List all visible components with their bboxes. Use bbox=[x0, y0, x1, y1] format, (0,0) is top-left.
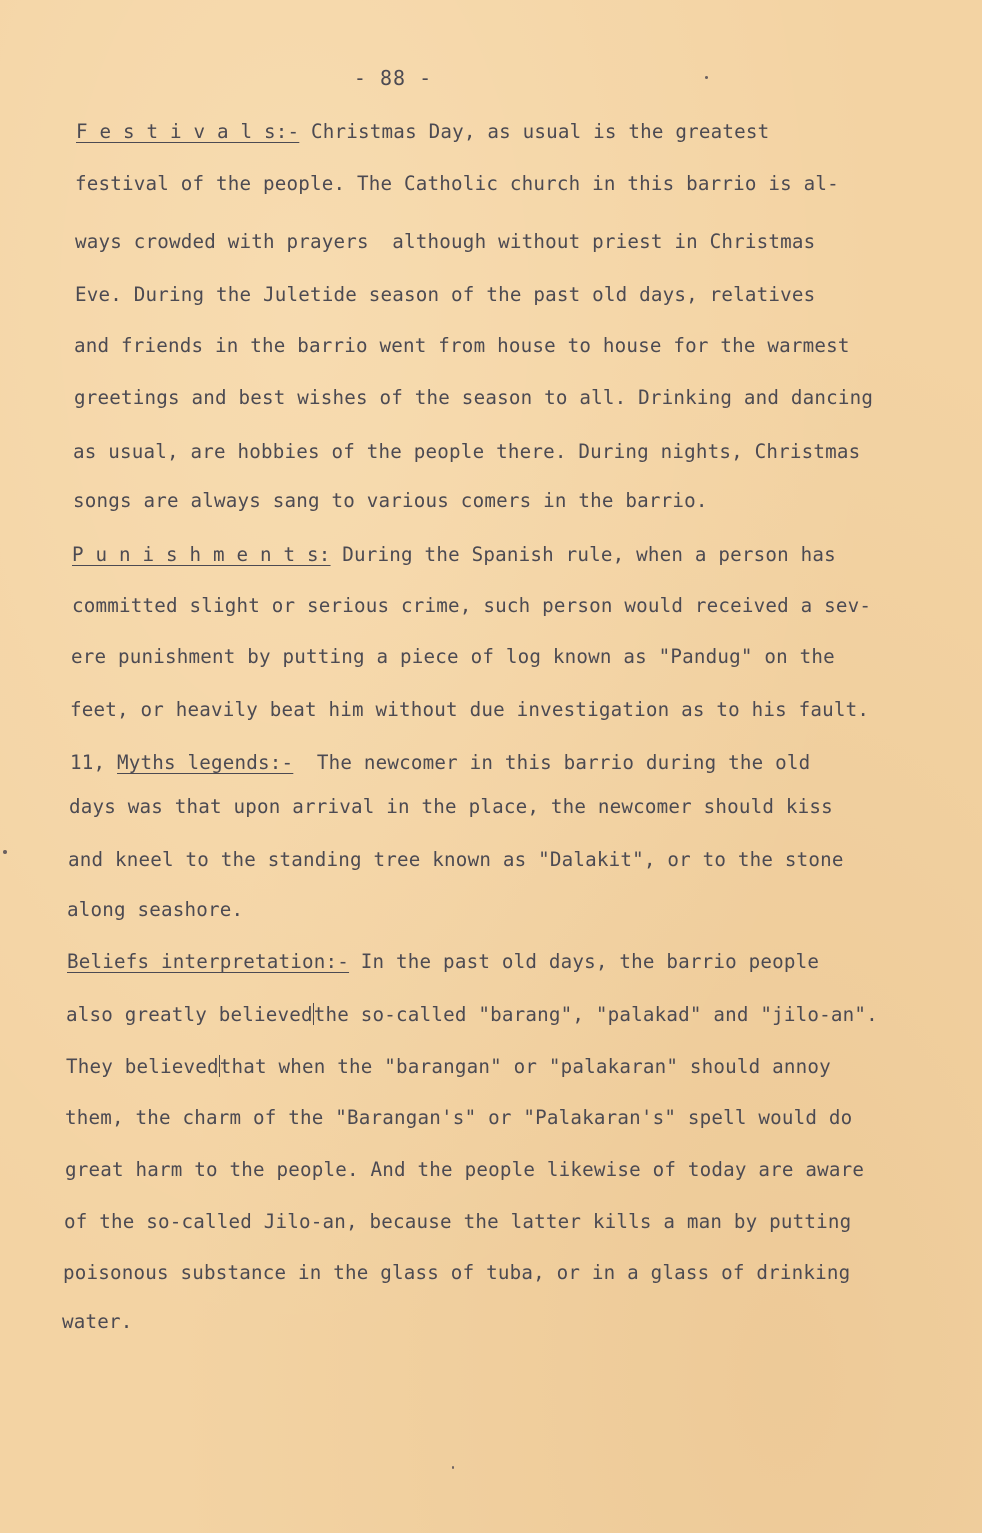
beliefs-line-6: of the so-called Jilo-an, because the latter kills a man by putting bbox=[64, 1210, 852, 1233]
myths-line-1 bbox=[70, 751, 810, 775]
page-number: - 88 - bbox=[353, 66, 433, 90]
paper-speck bbox=[452, 1466, 454, 1469]
beliefs-line-7: poisonous substance in the glass of tuba, or in a glass of drinking bbox=[63, 1261, 851, 1284]
festivals-line-5: and friends in the barrio went from house to house for the warmest bbox=[74, 334, 850, 357]
beliefs-text-2b: the so-called "barang", "palakad" and "jilo-an". bbox=[313, 1003, 878, 1026]
festivals-line-7: as usual, are hobbies of the people there. During nights, Christmas bbox=[73, 440, 861, 463]
festivals-line-8: songs are always sang to various comers in the barrio. bbox=[73, 489, 708, 512]
festivals-line-1 bbox=[76, 120, 769, 144]
punishments-text-1: During the Spanish rule, when a person has bbox=[330, 543, 836, 566]
beliefs-line-5: great harm to the people. And the people likewise of today are aware bbox=[65, 1158, 865, 1181]
paper-speck bbox=[705, 76, 708, 79]
beliefs-line-2 bbox=[66, 1003, 878, 1027]
beliefs-heading: Beliefs interpretation:- bbox=[67, 950, 350, 973]
myths-prefix: 11, bbox=[70, 751, 106, 774]
myths-text-1: The newcomer in this barrio during the old bbox=[293, 751, 811, 774]
beliefs-line-8: water. bbox=[62, 1310, 133, 1333]
punishments-line-2: committed slight or serious crime, such person would received a sev- bbox=[72, 594, 872, 617]
festivals-heading: F e s t i v a l s:- bbox=[76, 120, 300, 143]
beliefs-line-4: them, the charm of the "Barangan's" or "Palakaran's" spell would do bbox=[65, 1106, 853, 1129]
myths-line-2: days was that upon arrival in the place, the newcomer should kiss bbox=[69, 795, 833, 818]
myths-heading: Myths legends:- bbox=[117, 751, 294, 774]
beliefs-text-2a: also greatly believed bbox=[66, 1003, 313, 1026]
myths-line-3: and kneel to the standing tree known as "Dalakit", or to the stone bbox=[68, 848, 844, 871]
punishments-line-4: feet, or heavily beat him without due investigation as to his fault. bbox=[70, 698, 870, 721]
beliefs-text-1: In the past old days, the barrio people bbox=[349, 950, 820, 973]
festivals-text-1: Christmas Day, as usual is the greatest bbox=[299, 120, 770, 143]
festivals-line-2: festival of the people. The Catholic church in this barrio is al- bbox=[75, 172, 839, 195]
beliefs-text-3b: that when the "barangan" or "palakaran" should annoy bbox=[219, 1055, 831, 1078]
paper-speck bbox=[3, 850, 7, 854]
beliefs-line-3 bbox=[66, 1055, 831, 1079]
festivals-line-4: Eve. During the Juletide season of the past old days, relatives bbox=[75, 283, 816, 306]
myths-line-4: along seashore. bbox=[67, 898, 244, 921]
beliefs-line-1 bbox=[67, 950, 819, 974]
punishments-line-1 bbox=[72, 543, 836, 567]
punishments-heading: P u n i s h m e n t s: bbox=[72, 543, 331, 566]
beliefs-text-3a: They believed bbox=[66, 1055, 219, 1078]
festivals-line-6: greetings and best wishes of the season to all. Drinking and dancing bbox=[74, 386, 874, 409]
punishments-line-3: ere punishment by putting a piece of log known as "Pandug" on the bbox=[71, 645, 835, 668]
festivals-line-3: ways crowded with prayers although without priest in Christmas bbox=[75, 230, 816, 253]
